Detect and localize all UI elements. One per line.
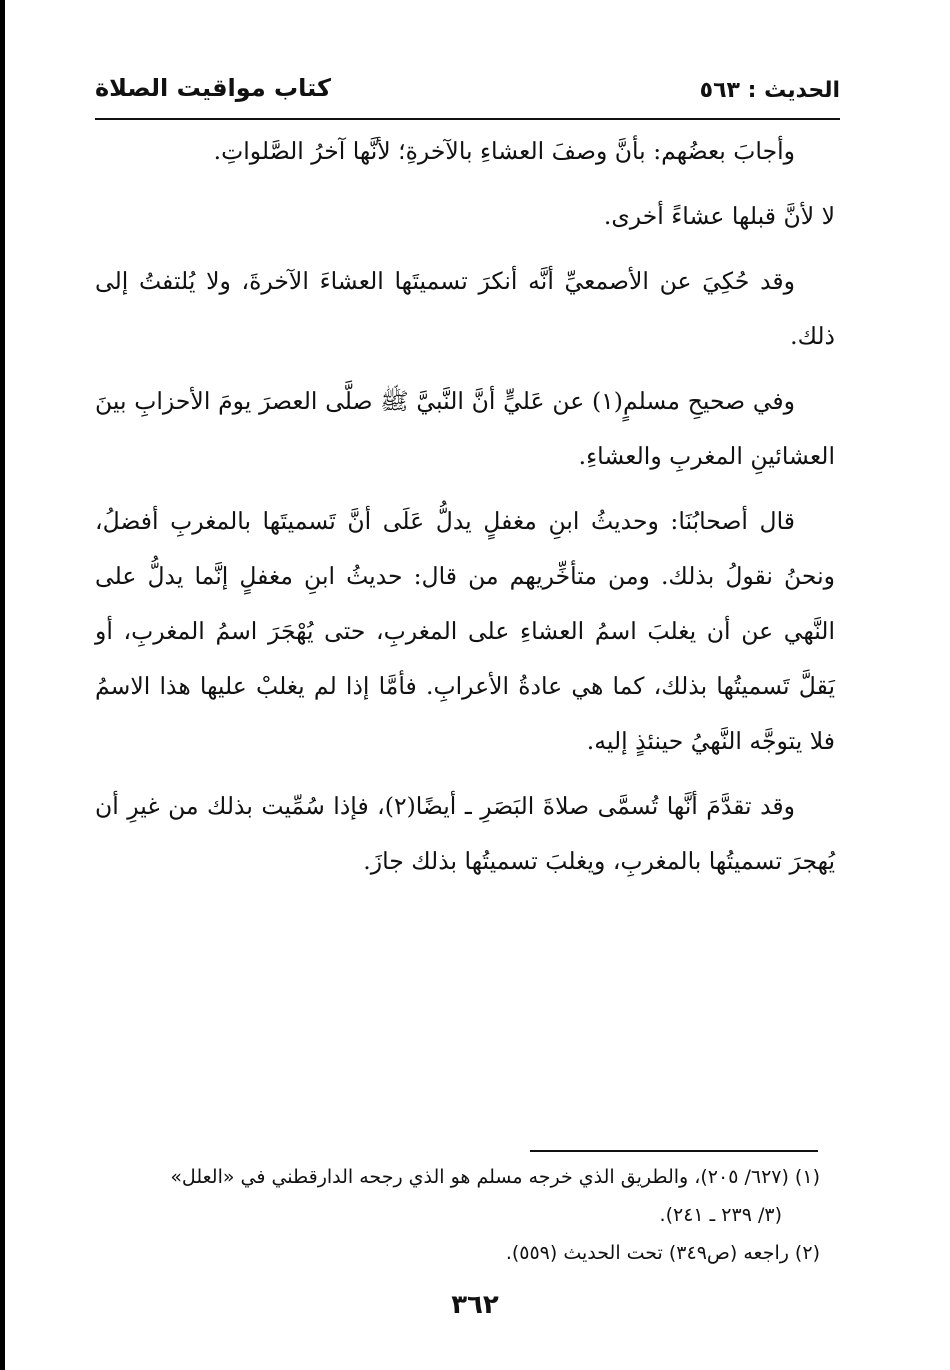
paragraph-4: وفي صحيحِ مسلمٍ(١) عن عَليٍّ أنَّ النَّبيَّ ﷺ صلَّى العصرَ يومَ الأحزابِ بينَ العشائينِ المغربِ والعشاءِ. [95,387,835,470]
book-title-heading: كتاب مواقيت الصلاة [95,74,331,102]
paragraph-5: قال أصحابُنَا: وحديثُ ابنِ مغفلٍ يدلُّ عَلَى أنَّ تَسميتَها بالمغربِ أفضلُ، ونحنُ نقولُ بذلك. ومن متأخِّريهم من قال: حديثُ ابنِ مغفلٍ إنَّما يدلُّ على النَّهي عن أن يغلبَ اسمُ العشاءِ على المغربِ، حتى يُهْجَرَ اسمُ المغربِ، أو يَقلَّ تَسميتُها بذلك، كما هي عادةُ الأعرابِ. فأمَّا إذا لم يغلبْ عليها هذا الاسمُ فلا يتوجَّه النَّهيُ حينئذٍ إليه. [95,507,835,755]
footnote-1-line-2: (٣/ ٢٣٩ ـ ٢٤١). [659,1204,782,1226]
paragraph-1: وأجابَ بعضُهم: بأنَّ وصفَ العشاءِ بالآخرةِ؛ لأنَّها آخرُ الصَّلواتِ. [213,137,795,165]
main-text [95,124,835,899]
paragraph-3: وقد حُكِيَ عن الأصمعيِّ أنَّه أنكرَ تسميتَها العشاءَ الآخرةَ، ولا يُلتفتُ إلى ذلك. [95,267,835,350]
paragraph-2: لا لأنَّ قبلها عشاءً أخرى. [603,202,835,230]
footnote-2: (٢) راجعه (ص٣٤٩) تحت الحديث (٥٥٩). [505,1242,820,1264]
footnotes [90,1158,820,1272]
running-header [95,68,840,120]
footnote-1-line-1: (١) (٦٢٧/ ٢٠٥)، والطريق الذي خرجه مسلم هو الذي رجحه الدارقطني في «العلل» [170,1166,820,1188]
hadith-number-heading: الحديث : ٥٦٣ [699,78,840,103]
footnote-separator [530,1150,818,1152]
page-number: ٣٦٢ [451,1290,499,1320]
paragraph-6: وقد تقدَّمَ أنَّها تُسمَّى صلاةَ البَصَرِ ـ أيضًا(٢)، فإذا سُمِّيت بذلك من غيرِ أن يُهجرَ تسميتُها بالمغربِ، ويغلبَ تسميتُها بذلك جازَ. [95,792,835,875]
page-edge-border [0,0,5,1370]
